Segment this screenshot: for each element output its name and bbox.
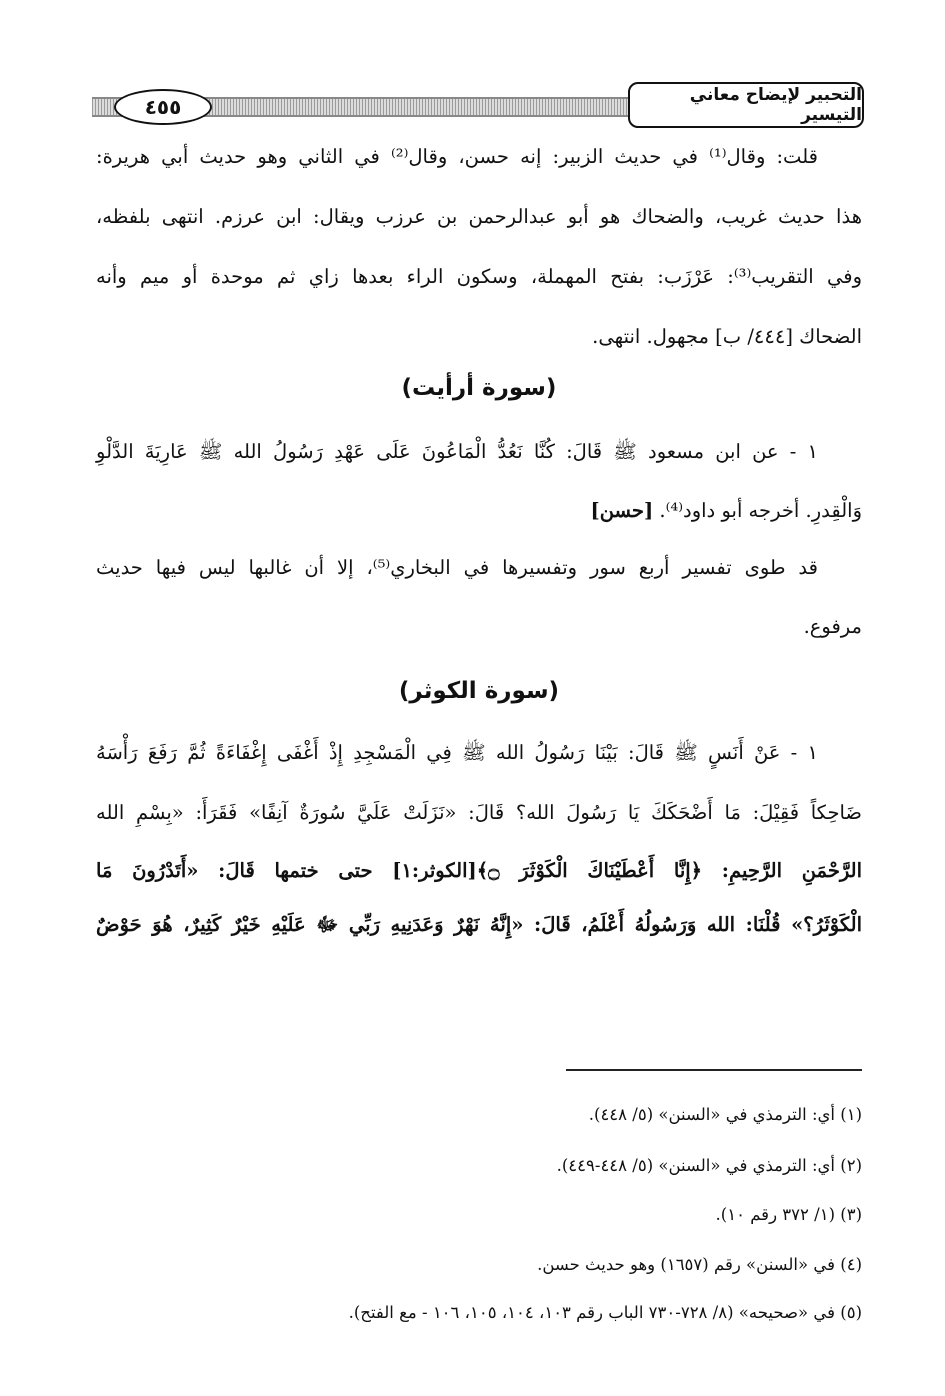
footnote-5: (٥) في «صحيحه» (٨/ ٧٢٨-٧٣٠ الباب رقم ١٠٣، ١٠٤، ١٠٥، ١٠٦ - مع الفتح). bbox=[348, 1303, 862, 1322]
surah2-hadith-line3: الرَّحْمَنِ الرَّحِيمِ: ﴿إِنَّا أَعْطَيْنَاكَ الْكَوْثَرَ ۝﴾[الكوثر:١] حتى ختمها قَالَ: «أَتَدْرُونَ مَا bbox=[96, 859, 862, 882]
footnote-2: (٢) أي: الترمذي في «السنن» (٥/ ٤٤٨-٤٤٩). bbox=[556, 1156, 862, 1175]
surah-heading-araayt: (سورة أرأيت) bbox=[401, 375, 557, 401]
book-title: التحبير لإيضاح معاني التيسير bbox=[689, 85, 862, 125]
paragraph1-line2: هذا حديث غريب، والضحاك هو أبو عبدالرحمن بن عرزب ويقال: ابن عرزم. انتهى بلفظه، bbox=[96, 205, 862, 228]
footnote-4: (٤) في «السنن» رقم (١٦٥٧) وهو حديث حسن. bbox=[537, 1255, 862, 1274]
paragraph1-line3: وفي التقريب⁽³⁾: عَرْزَب: بفتح المهملة، وسكون الراء بعدها زاي ثم موحدة أو ميم وأنه bbox=[96, 265, 862, 288]
page-header bbox=[92, 80, 864, 136]
surah2-hadith-line4: الْكَوْثَرُ؟» قُلْنَا: الله وَرَسُولُهُ أَعْلَمُ، قَالَ: «إِنَّهُ نَهْرٌ وَعَدَنِيهِ رَبِّي ﷻ عَلَيْهِ خَيْرٌ كَثِيرٌ، هُوَ حَوْضٌ bbox=[96, 913, 862, 936]
surah-heading-kawthar: (سورة الكوثر) bbox=[398, 678, 560, 704]
book-title-frame bbox=[628, 82, 864, 128]
surah1-hadith-line2 bbox=[96, 491, 862, 531]
footnote-1: (١) أي: الترمذي في «السنن» (٥/ ٤٤٨). bbox=[588, 1105, 862, 1124]
page-number-oval bbox=[114, 89, 212, 125]
surah2-hadith-line2: ضَاحِكاً فَقِيْلَ: مَا أَضْحَكَكَ يَا رَسُولَ الله؟ قَالَ: «نَزَلَتْ عَلَيَّ سُورَةٌ آنِفًا» فَقَرَأَ: «بِسْمِ الله bbox=[96, 801, 862, 824]
surah1-note-line1: قد طوى تفسير أربع سور وتفسيرها في البخاري⁽⁵⁾، إلا أن غالبها ليس فيها حديث bbox=[96, 556, 818, 579]
paragraph1-line4: الضحاك [٤٤٤/ ب] مجهول. انتهى. bbox=[592, 325, 862, 348]
footnote-3: (٣) (١/ ٣٧٢ رقم ١٠). bbox=[715, 1205, 862, 1224]
surah1-note-line2: مرفوع. bbox=[803, 615, 862, 638]
paragraph1-line1: قلت: وقال⁽¹⁾ في حديث الزبير: إنه حسن، وقال⁽²⁾ في الثاني وهو حديث أبي هريرة: bbox=[96, 145, 818, 168]
hadith-grade-badge: [حسن] bbox=[590, 499, 654, 522]
surah2-hadith-line1: ١ - عَنْ أَنَسٍ ﷺ قَالَ: بَيْنَا رَسُولُ الله ﷺ فِي الْمَسْجِدِ إِذْ أَغْفَى إِغْفَاءَةً ثُمَّ رَفَعَ رَأْسَهُ bbox=[96, 741, 818, 764]
surah1-hadith-line2-text: وَالْقِدرِ. أخرجه أبو داود⁽⁴⁾. bbox=[659, 499, 862, 522]
footnote-separator bbox=[566, 1069, 862, 1071]
surah1-hadith-line1: ١ - عن ابن مسعود ﷺ قَالَ: كُنَّا نَعُدُّ الْمَاعُونَ عَلَى عَهْدِ رَسُولُ الله ﷺ عَارِيَةَ الدَّلْوِ bbox=[96, 440, 818, 463]
page-number: ٤٥٥ bbox=[144, 95, 182, 119]
